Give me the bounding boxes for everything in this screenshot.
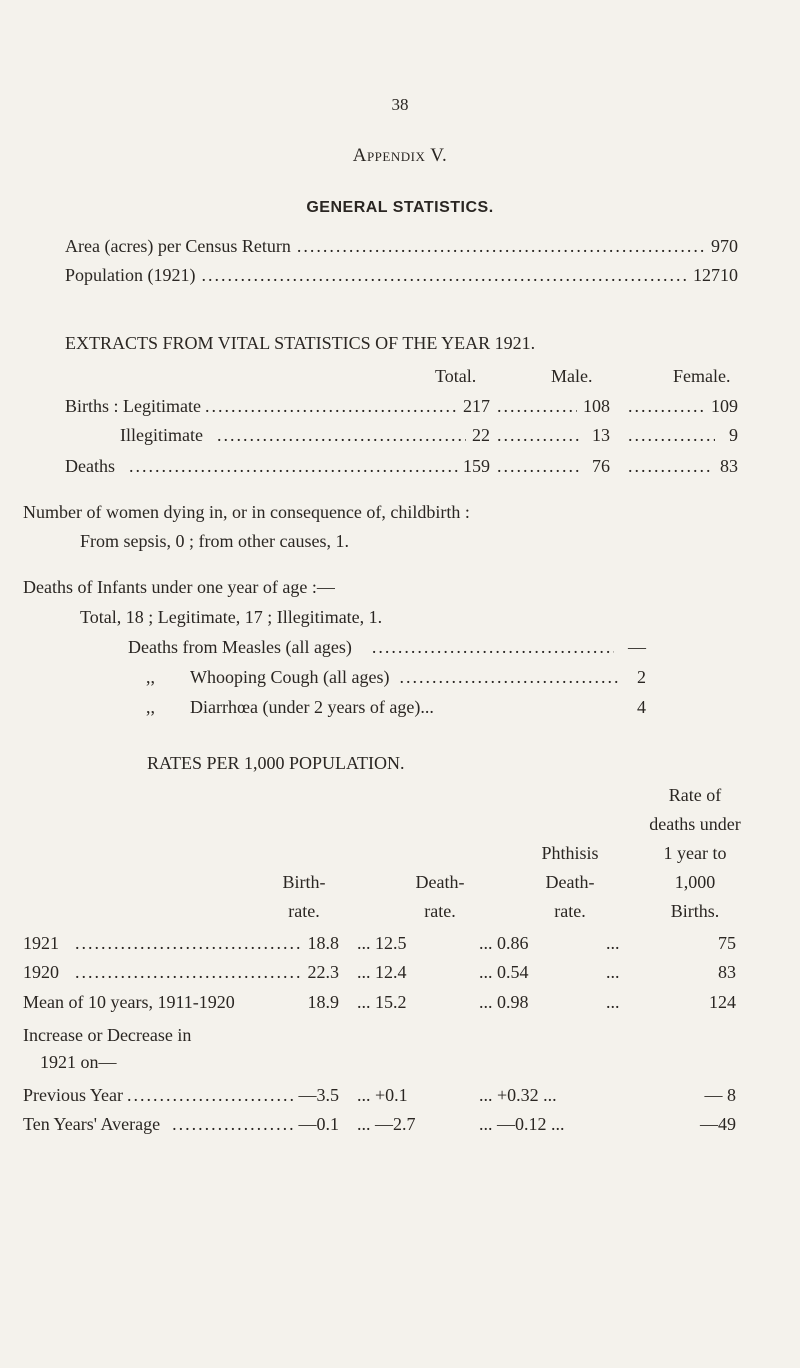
birth-rate: 18.8 bbox=[307, 933, 339, 953]
phthisis-rate-value: —0.12 bbox=[497, 1114, 547, 1134]
appendix-title: Appendix V. bbox=[352, 145, 448, 166]
rates-row-1921 bbox=[23, 933, 339, 954]
measles-row bbox=[128, 637, 646, 658]
cause-value: 4 bbox=[637, 697, 646, 717]
row-female: 109 bbox=[711, 396, 738, 416]
death-rate bbox=[357, 992, 407, 1013]
diarrhoea-row bbox=[190, 697, 646, 718]
area-row bbox=[65, 236, 738, 257]
header-line: 1 year to bbox=[663, 843, 727, 863]
row-label: Births : Legitimate bbox=[65, 396, 201, 416]
area-label: Area (acres) per Census Return bbox=[65, 236, 291, 256]
infant-rate-header bbox=[615, 781, 775, 926]
header-line: Rate of bbox=[668, 785, 722, 805]
birth-rate: 18.9 bbox=[307, 992, 339, 1012]
deaths-male bbox=[497, 456, 610, 477]
section-title: GENERAL STATISTICS. bbox=[306, 199, 494, 216]
rate-label: Previous Year bbox=[23, 1085, 124, 1105]
cause-label: Whooping Cough (all ages) bbox=[190, 667, 390, 687]
change-heading-2: 1921 on— bbox=[40, 1052, 117, 1072]
rates-row-mean-label: Mean of 10 years, 1911-1920 bbox=[23, 992, 235, 1012]
infant-rate: 83 bbox=[718, 962, 736, 982]
row-label: Illegitimate bbox=[120, 425, 203, 445]
phthisis-rate bbox=[479, 1085, 557, 1106]
whooping-cough-row bbox=[190, 667, 646, 688]
births-illegitimate-male bbox=[497, 425, 610, 446]
whooping-ditto: ,, bbox=[146, 667, 155, 687]
infant-rate-dots: ... bbox=[606, 933, 620, 953]
rate-label: 1920 bbox=[23, 962, 59, 982]
dots: ... bbox=[546, 1114, 565, 1134]
phthisis-rate-value: 0.86 bbox=[497, 933, 529, 953]
birth-rate-header bbox=[254, 868, 354, 926]
infants-line-2: Total, 18 ; Legitimate, 17 ; Illegitimate, 1. bbox=[80, 607, 383, 627]
rate-label: 1921 bbox=[23, 933, 59, 953]
cause-value: — bbox=[628, 637, 646, 657]
header-line: Births. bbox=[670, 901, 720, 921]
dots: ... bbox=[538, 1085, 557, 1105]
phthisis-rate bbox=[479, 992, 529, 1013]
dots: ... bbox=[357, 962, 375, 982]
death-rate-header bbox=[390, 868, 490, 926]
cause-label: Deaths from Measles (all ages) bbox=[128, 637, 352, 657]
phthisis-rate bbox=[479, 1114, 565, 1135]
childbirth-line-1: Number of women dying in, or in consequence of, childbirth : bbox=[23, 502, 470, 522]
header-line: rate. bbox=[424, 901, 456, 921]
dots: ... bbox=[479, 962, 497, 982]
population-value: 12710 bbox=[693, 265, 738, 285]
rate-label: Ten Years' Average bbox=[23, 1114, 161, 1134]
deaths-row bbox=[65, 456, 490, 477]
page-number: 38 bbox=[391, 95, 409, 114]
death-rate-value: 15.2 bbox=[375, 992, 407, 1012]
dots: ... bbox=[357, 1085, 375, 1105]
dots: ... bbox=[479, 1085, 497, 1105]
infants-line-1: Deaths of Infants under one year of age :— bbox=[23, 577, 335, 597]
header-line: Death- bbox=[415, 872, 465, 892]
header-line: deaths under bbox=[649, 814, 741, 834]
cause-value: 2 bbox=[637, 667, 646, 687]
dots: ... bbox=[479, 992, 497, 1012]
header-line: Birth- bbox=[282, 872, 326, 892]
death-rate bbox=[357, 1085, 408, 1106]
change-row-previous-year bbox=[23, 1085, 339, 1106]
death-rate bbox=[357, 962, 407, 983]
infant-rate: 124 bbox=[709, 992, 736, 1012]
extracts-title: EXTRACTS FROM VITAL STATISTICS OF THE YEAR 1921. bbox=[65, 333, 536, 353]
phthisis-rate-header bbox=[520, 839, 620, 926]
area-value: 970 bbox=[711, 236, 738, 256]
dots: ... bbox=[479, 1114, 497, 1134]
births-illegitimate-female bbox=[628, 425, 738, 446]
phthisis-rate-value: +0.32 bbox=[497, 1085, 539, 1105]
dots: ... bbox=[357, 992, 375, 1012]
infant-rate: 75 bbox=[718, 933, 736, 953]
birth-rate: —0.1 bbox=[298, 1114, 339, 1134]
phthisis-rate bbox=[479, 933, 529, 954]
rates-title: RATES PER 1,000 POPULATION. bbox=[147, 753, 405, 773]
col-male-header: Male. bbox=[551, 366, 593, 386]
header-line: 1,000 bbox=[674, 872, 716, 892]
col-total-header: Total. bbox=[435, 366, 477, 386]
infant-rate: —49 bbox=[700, 1114, 736, 1134]
row-total: 159 bbox=[463, 456, 490, 476]
row-label: Deaths bbox=[65, 456, 115, 476]
death-rate bbox=[357, 933, 407, 954]
change-row-ten-years bbox=[23, 1114, 339, 1135]
dots: ... bbox=[357, 933, 375, 953]
col-female-header: Female. bbox=[673, 366, 731, 386]
row-total: 22 bbox=[472, 425, 490, 445]
births-legitimate-female bbox=[628, 396, 738, 417]
change-heading-1: Increase or Decrease in bbox=[23, 1025, 192, 1045]
death-rate-value: 12.5 bbox=[375, 933, 407, 953]
dots: ... bbox=[479, 933, 497, 953]
row-male: 76 bbox=[592, 456, 610, 476]
death-rate-value: 12.4 bbox=[375, 962, 407, 982]
population-label: Population (1921) bbox=[65, 265, 196, 285]
infant-rate-dots: ... bbox=[606, 962, 620, 982]
death-rate bbox=[357, 1114, 416, 1135]
childbirth-line-2: From sepsis, 0 ; from other causes, 1. bbox=[80, 531, 349, 551]
infant-rate-dots: ... bbox=[606, 992, 620, 1012]
births-legitimate-male bbox=[497, 396, 610, 417]
death-rate-value: —2.7 bbox=[375, 1114, 416, 1134]
header-line: Death- bbox=[545, 872, 595, 892]
infant-rate: — 8 bbox=[704, 1085, 736, 1105]
diarrhoea-ditto: ,, bbox=[146, 697, 155, 717]
rates-row-1920 bbox=[23, 962, 339, 983]
header-line: rate. bbox=[554, 901, 586, 921]
birth-rate: 22.3 bbox=[307, 962, 339, 982]
population-row bbox=[65, 265, 738, 286]
dots: ... bbox=[357, 1114, 375, 1134]
row-total: 217 bbox=[463, 396, 490, 416]
cause-label: Diarrhœa (under 2 years of age)... bbox=[190, 697, 434, 717]
phthisis-rate-value: 0.54 bbox=[497, 962, 529, 982]
header-line: rate. bbox=[288, 901, 320, 921]
phthisis-rate-value: 0.98 bbox=[497, 992, 529, 1012]
header-line: Phthisis bbox=[541, 843, 599, 863]
row-female: 9 bbox=[729, 425, 738, 445]
death-rate-value: +0.1 bbox=[375, 1085, 408, 1105]
births-illegitimate-row bbox=[120, 425, 490, 446]
births-legitimate-row bbox=[65, 396, 490, 417]
row-male: 13 bbox=[592, 425, 610, 445]
row-male: 108 bbox=[583, 396, 610, 416]
deaths-female bbox=[628, 456, 738, 477]
row-female: 83 bbox=[720, 456, 738, 476]
phthisis-rate bbox=[479, 962, 529, 983]
birth-rate: —3.5 bbox=[298, 1085, 339, 1105]
